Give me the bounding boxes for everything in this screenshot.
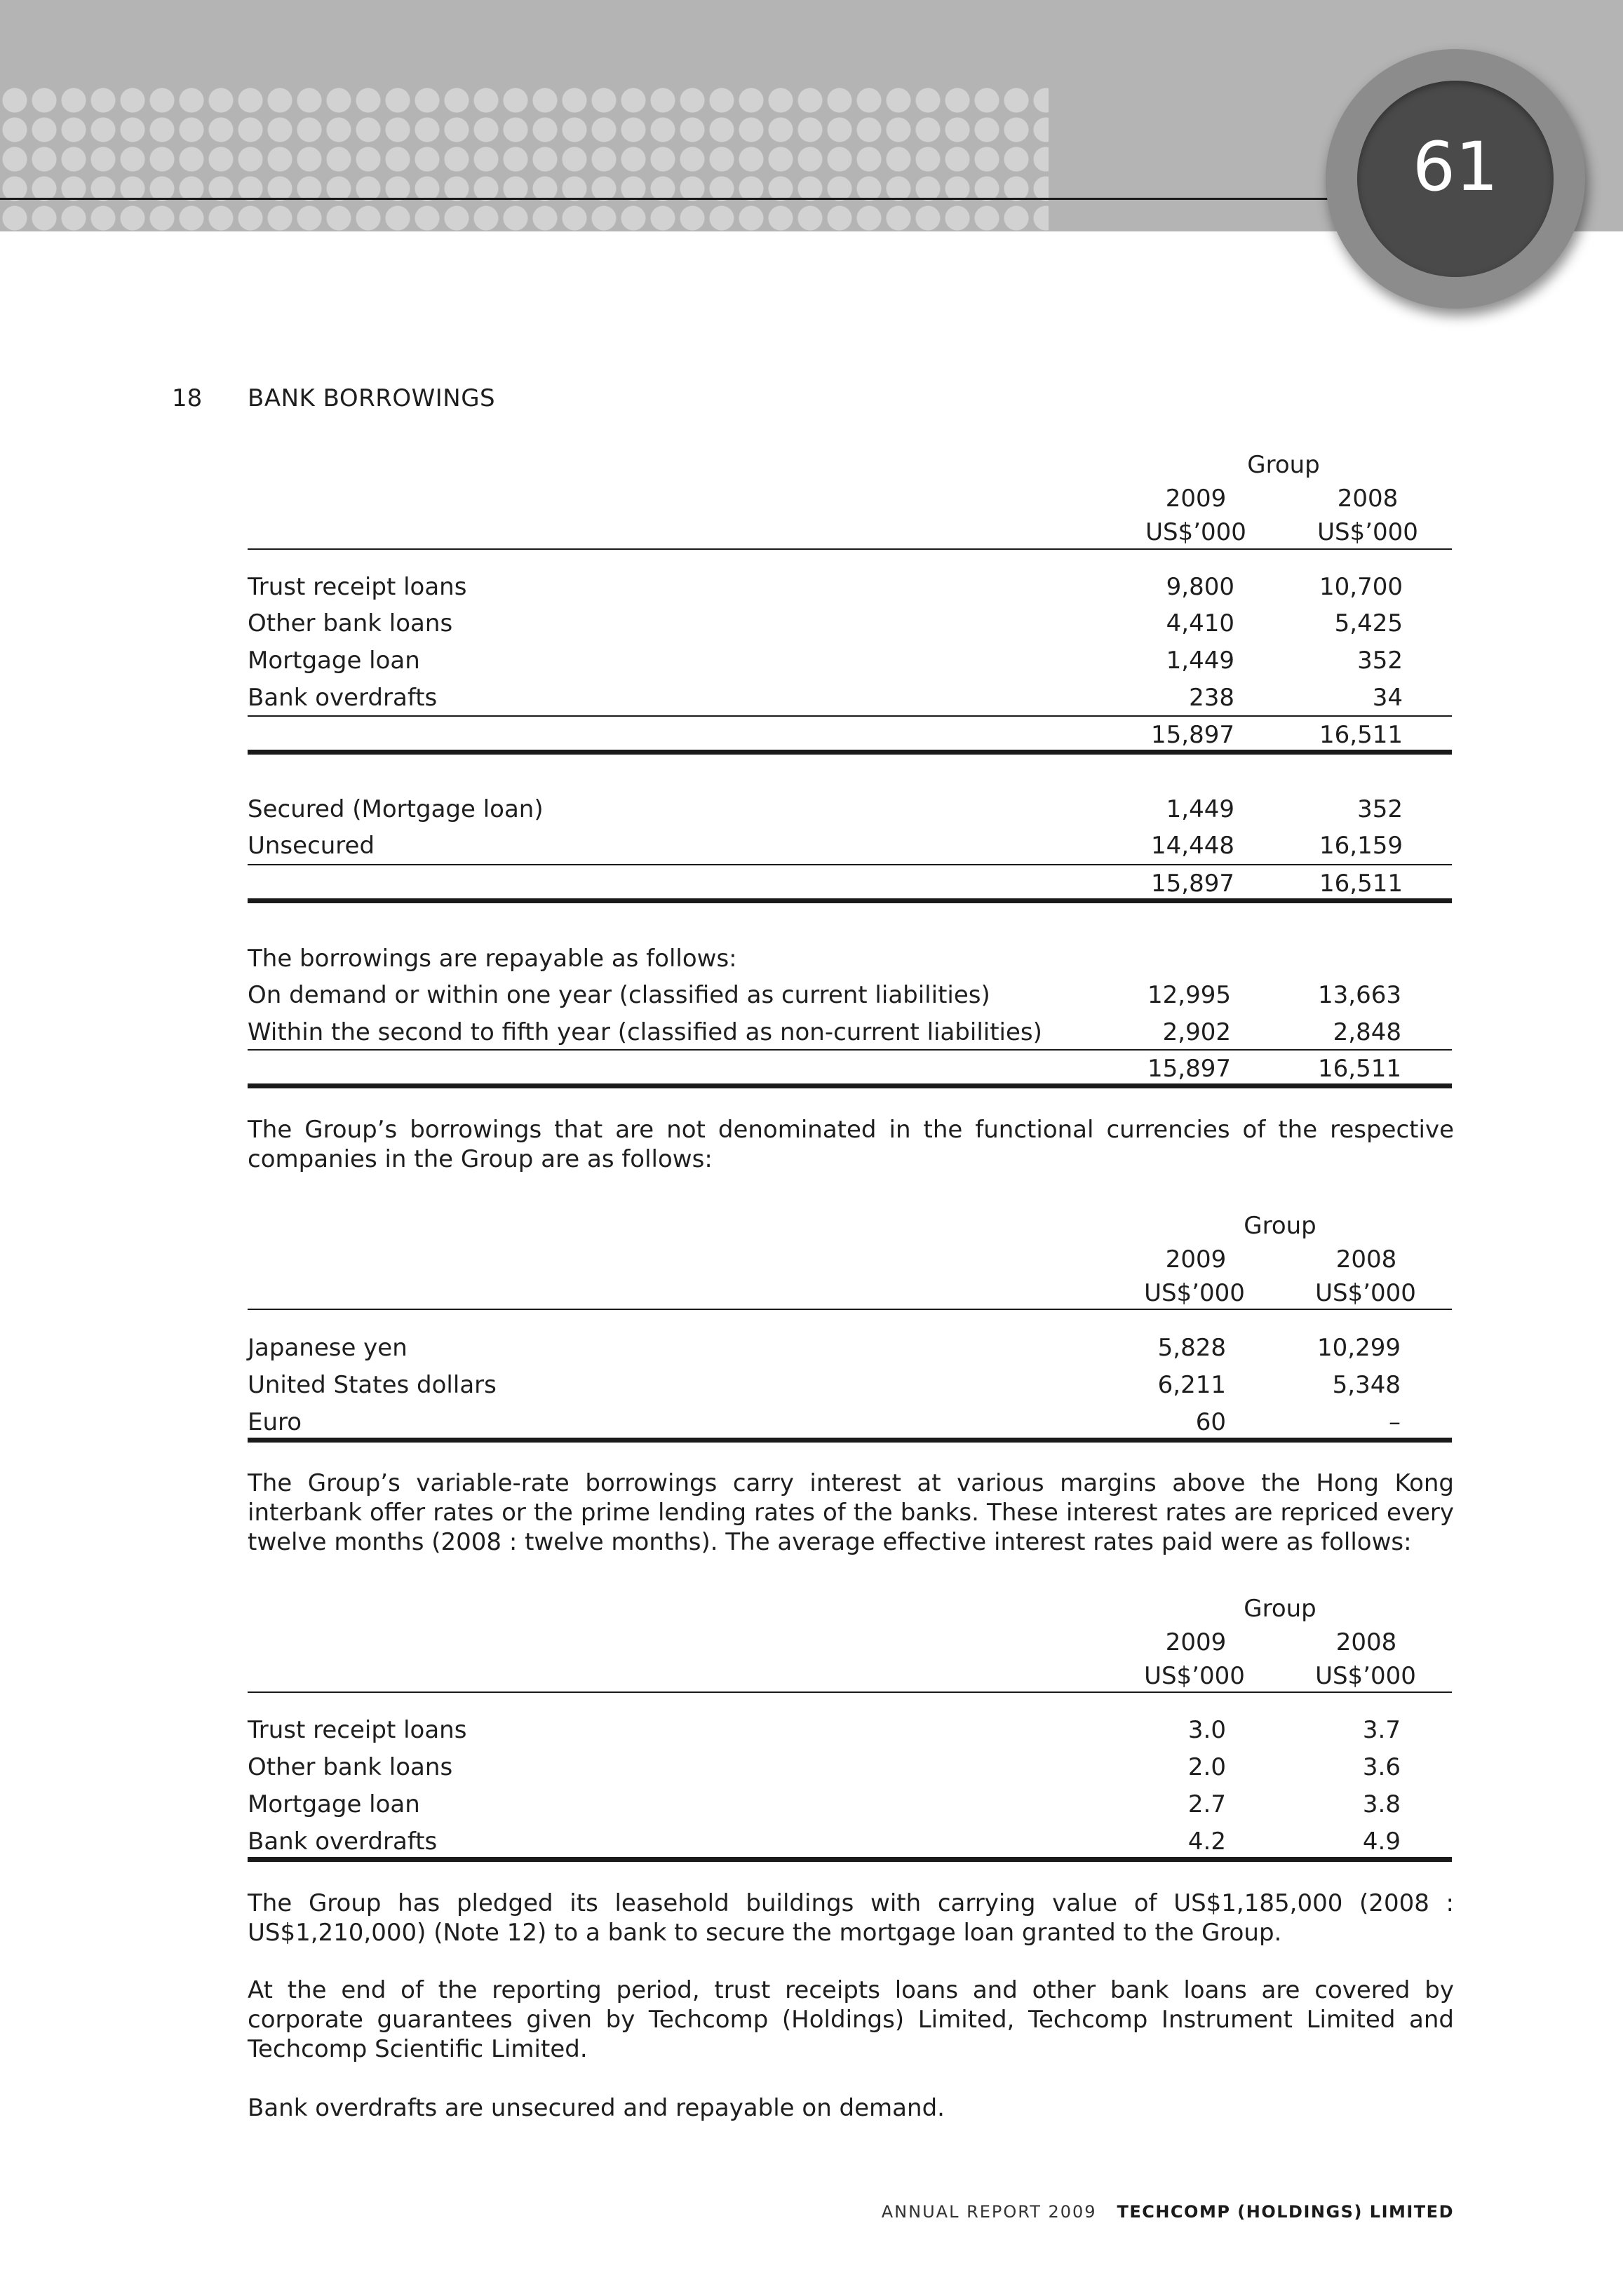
total-rule bbox=[248, 1438, 1452, 1443]
value-2009: 6,211 bbox=[1157, 1371, 1226, 1399]
pledge-paragraph: The Group has pledged its leasehold buildings with carrying value of US$1,185,000 (2008 : US$1,210,000) (Note 12) to a bank to secure the mortgage loan granted to the Group. bbox=[248, 1889, 1454, 1947]
note-number: 18 bbox=[172, 384, 203, 412]
value-2009: 2,902 bbox=[1162, 1018, 1231, 1046]
row-label: United States dollars bbox=[248, 1371, 497, 1399]
unit-2008-header: US$’000 bbox=[1315, 1662, 1416, 1690]
total-rule bbox=[248, 898, 1452, 903]
interest-paragraph: The Group’s variable-rate borrowings carry interest at various margins above the Hong Kong interbank offer rates or the prime lending rates of the banks. These interest rates are repriced every twelve months (2008 : twelve months). The average effective interest rates paid were as follows: bbox=[248, 1469, 1454, 1556]
value-2008: 2,848 bbox=[1333, 1018, 1401, 1046]
value-2008: 3.8 bbox=[1362, 1790, 1401, 1818]
total-2008: 16,511 bbox=[1319, 721, 1403, 749]
value-2009: 3.0 bbox=[1187, 1716, 1226, 1744]
value-2008: 34 bbox=[1372, 684, 1403, 712]
value-2008: 3.7 bbox=[1362, 1716, 1401, 1744]
footer-company: TECHCOMP (HOLDINGS) LIMITED bbox=[1117, 2202, 1454, 2222]
total-2009: 15,897 bbox=[1147, 1055, 1231, 1083]
value-2009: 1,449 bbox=[1166, 795, 1234, 823]
value-2008: 10,299 bbox=[1317, 1334, 1401, 1362]
value-2008: 10,700 bbox=[1319, 573, 1403, 601]
page-number: 61 bbox=[1412, 128, 1499, 206]
subtotal-rule bbox=[248, 715, 1452, 717]
row-label: Mortgage loan bbox=[248, 647, 420, 675]
total-rule bbox=[248, 1083, 1452, 1088]
footer-report: ANNUAL REPORT 2009 bbox=[881, 2202, 1097, 2222]
row-label: On demand or within one year (classified as current liabilities) bbox=[248, 981, 990, 1009]
note-title: BANK BORROWINGS bbox=[248, 384, 496, 412]
row-label: Unsecured bbox=[248, 832, 375, 860]
total-2009: 15,897 bbox=[1151, 721, 1234, 749]
row-label: Other bank loans bbox=[248, 609, 453, 637]
total-2008: 16,511 bbox=[1318, 1055, 1401, 1083]
total-2008: 16,511 bbox=[1319, 870, 1403, 898]
value-2008: 5,425 bbox=[1334, 609, 1403, 637]
total-rule bbox=[248, 1857, 1452, 1862]
header-rule bbox=[248, 548, 1452, 550]
value-2009: 2.0 bbox=[1187, 1753, 1226, 1781]
value-2009: 2.7 bbox=[1187, 1790, 1226, 1818]
group-label: Group bbox=[1244, 1212, 1316, 1240]
unit-2009-header: US$’000 bbox=[1145, 518, 1246, 546]
value-2009: 1,449 bbox=[1166, 647, 1234, 675]
value-2008: – bbox=[1389, 1408, 1401, 1436]
unit-2009-header: US$’000 bbox=[1144, 1279, 1245, 1307]
currency-paragraph: The Group’s borrowings that are not denominated in the functional currencies of the respective companies in the Group are as follows: bbox=[248, 1116, 1454, 1173]
value-2009: 9,800 bbox=[1166, 573, 1234, 601]
subtotal-rule bbox=[248, 864, 1452, 865]
header-rule bbox=[248, 1309, 1452, 1310]
total-rule bbox=[248, 750, 1452, 755]
subtotal-rule bbox=[248, 1049, 1452, 1051]
value-2009: 238 bbox=[1189, 684, 1234, 712]
repayment-heading: The borrowings are repayable as follows: bbox=[248, 945, 737, 973]
group-label: Group bbox=[1247, 451, 1320, 479]
row-label: Mortgage loan bbox=[248, 1790, 420, 1818]
row-label: Within the second to fifth year (classified as non-current liabilities) bbox=[248, 1018, 1042, 1046]
row-label: Trust receipt loans bbox=[248, 573, 467, 601]
total-2009: 15,897 bbox=[1151, 870, 1234, 898]
value-2009: 60 bbox=[1195, 1408, 1226, 1436]
guarantee-paragraph: At the end of the reporting period, trust receipts loans and other bank loans are covered by corporate guarantees given by Techcomp (Holdings) Limited, Techcomp Instrument Limited and Techcomp Scientific Limited. bbox=[248, 1976, 1454, 2063]
year-2008-header: 2008 bbox=[1337, 485, 1399, 513]
value-2009: 14,448 bbox=[1151, 832, 1234, 860]
value-2008: 16,159 bbox=[1319, 832, 1403, 860]
unit-2009-header: US$’000 bbox=[1144, 1662, 1245, 1690]
dot-pattern bbox=[0, 86, 1049, 233]
value-2008: 13,663 bbox=[1318, 981, 1401, 1009]
value-2008: 352 bbox=[1357, 795, 1403, 823]
row-label: Bank overdrafts bbox=[248, 684, 438, 712]
year-2009-header: 2009 bbox=[1165, 1628, 1227, 1656]
header-rule bbox=[248, 1691, 1452, 1693]
row-label: Euro bbox=[248, 1408, 302, 1436]
value-2009: 12,995 bbox=[1147, 981, 1231, 1009]
value-2008: 4.9 bbox=[1362, 1828, 1401, 1856]
year-2008-header: 2008 bbox=[1335, 1245, 1397, 1274]
year-2009-header: 2009 bbox=[1165, 485, 1227, 513]
year-2009-header: 2009 bbox=[1165, 1245, 1227, 1274]
value-2009: 4.2 bbox=[1187, 1828, 1226, 1856]
header-rule bbox=[0, 198, 1371, 200]
footer bbox=[772, 2202, 1454, 2222]
value-2009: 5,828 bbox=[1157, 1334, 1226, 1362]
row-label: Other bank loans bbox=[248, 1753, 453, 1781]
row-label: Bank overdrafts bbox=[248, 1828, 438, 1856]
overdraft-paragraph: Bank overdrafts are unsecured and repayable on demand. bbox=[248, 2094, 945, 2122]
value-2008: 352 bbox=[1357, 647, 1403, 675]
unit-2008-header: US$’000 bbox=[1317, 518, 1418, 546]
value-2009: 4,410 bbox=[1166, 609, 1234, 637]
year-2008-header: 2008 bbox=[1335, 1628, 1397, 1656]
value-2008: 3.6 bbox=[1362, 1753, 1401, 1781]
row-label: Secured (Mortgage loan) bbox=[248, 795, 544, 823]
row-label: Trust receipt loans bbox=[248, 1716, 467, 1744]
unit-2008-header: US$’000 bbox=[1315, 1279, 1416, 1307]
group-label: Group bbox=[1244, 1595, 1316, 1623]
value-2008: 5,348 bbox=[1332, 1371, 1401, 1399]
row-label: Japanese yen bbox=[248, 1334, 408, 1362]
